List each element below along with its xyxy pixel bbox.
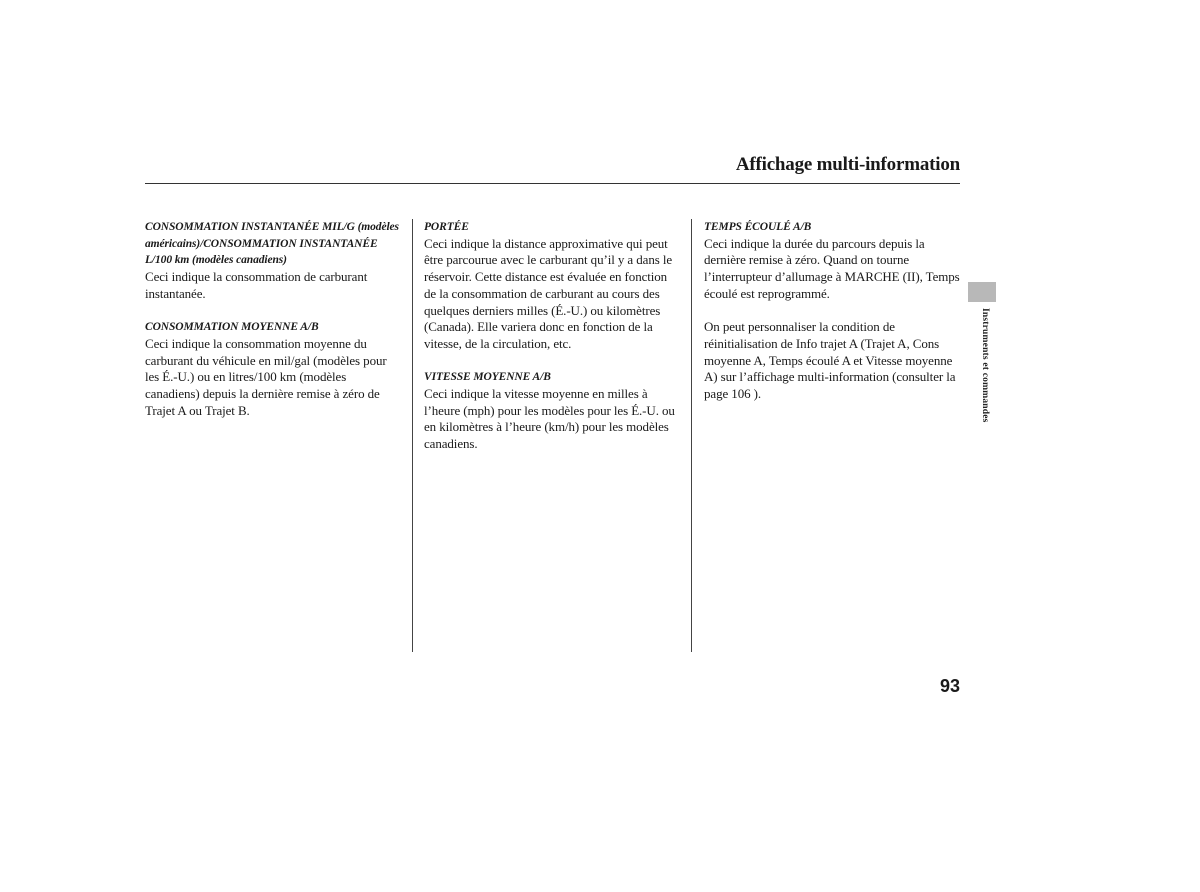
section-body-customization: On peut personnaliser la condition de réinitialisation de Info trajet A (Trajet A, Cons moyenne A, Temps écoulé A et Vitesse moyenne A) sur l’affichage multi-information (consulter la page 106 ). xyxy=(704,319,956,402)
column-3 xyxy=(704,219,962,403)
column-1 xyxy=(145,219,403,419)
section-heading-average-speed: VITESSE MOYENNE A/B xyxy=(424,371,551,384)
chapter-tab-marker xyxy=(968,282,996,302)
section-spacer xyxy=(145,303,403,320)
column-2 xyxy=(424,219,682,453)
column-divider xyxy=(691,219,692,652)
section-body-instant-consumption: Ceci indique la consommation de carburant instantanée. xyxy=(145,269,368,301)
page-title: Affichage multi-information xyxy=(735,154,960,175)
section-heading-range: PORTÉE xyxy=(424,221,469,233)
page-number: 93 xyxy=(939,676,960,696)
section-body-elapsed-time: Ceci indique la durée du parcours depuis la dernière remise à zéro. Quand on tourne l’interrupteur d’allumage à MARCHE (II), Temps écoulé est reprogrammé. xyxy=(704,235,960,301)
section-spacer xyxy=(424,353,682,370)
chapter-tab-label: Instruments et commandes xyxy=(980,308,990,423)
title-divider xyxy=(145,183,960,184)
section-heading-instant-consumption: CONSOMMATION INSTANTANÉE MIL/G (modèles américains)/CONSOMMATION INSTANTANÉE L/100 km (modèles canadiens) xyxy=(145,221,399,267)
section-body-range: Ceci indique la distance approximative qui peut être parcourue avec le carburant qu’il y a dans le réservoir. Cette distance est évaluée en fonction de la consommation de carburant au cours des quelques derniers milles (É.-U.) ou kilomètres (Canada). Elle variera donc en fonction de la vitesse, de la circulation, etc. xyxy=(424,235,673,351)
section-body-average-consumption: Ceci indique la consommation moyenne du carburant du véhicule en mil/gal (modèles pour les É.-U.) ou en litres/100 km (modèles canadiens) depuis la dernière remise à zéro de Trajet A ou Trajet B. xyxy=(145,335,387,418)
column-divider xyxy=(412,219,413,652)
section-heading-average-consumption: CONSOMMATION MOYENNE A/B xyxy=(145,321,319,334)
section-body-average-speed: Ceci indique la vitesse moyenne en milles à l’heure (mph) pour les modèles pour les É.-U. ou en kilomètres à l’heure (km/h) pour les modèles canadiens. xyxy=(424,386,675,452)
section-spacer xyxy=(704,303,962,320)
section-heading-elapsed-time: TEMPS ÉCOULÉ A/B xyxy=(704,221,812,233)
